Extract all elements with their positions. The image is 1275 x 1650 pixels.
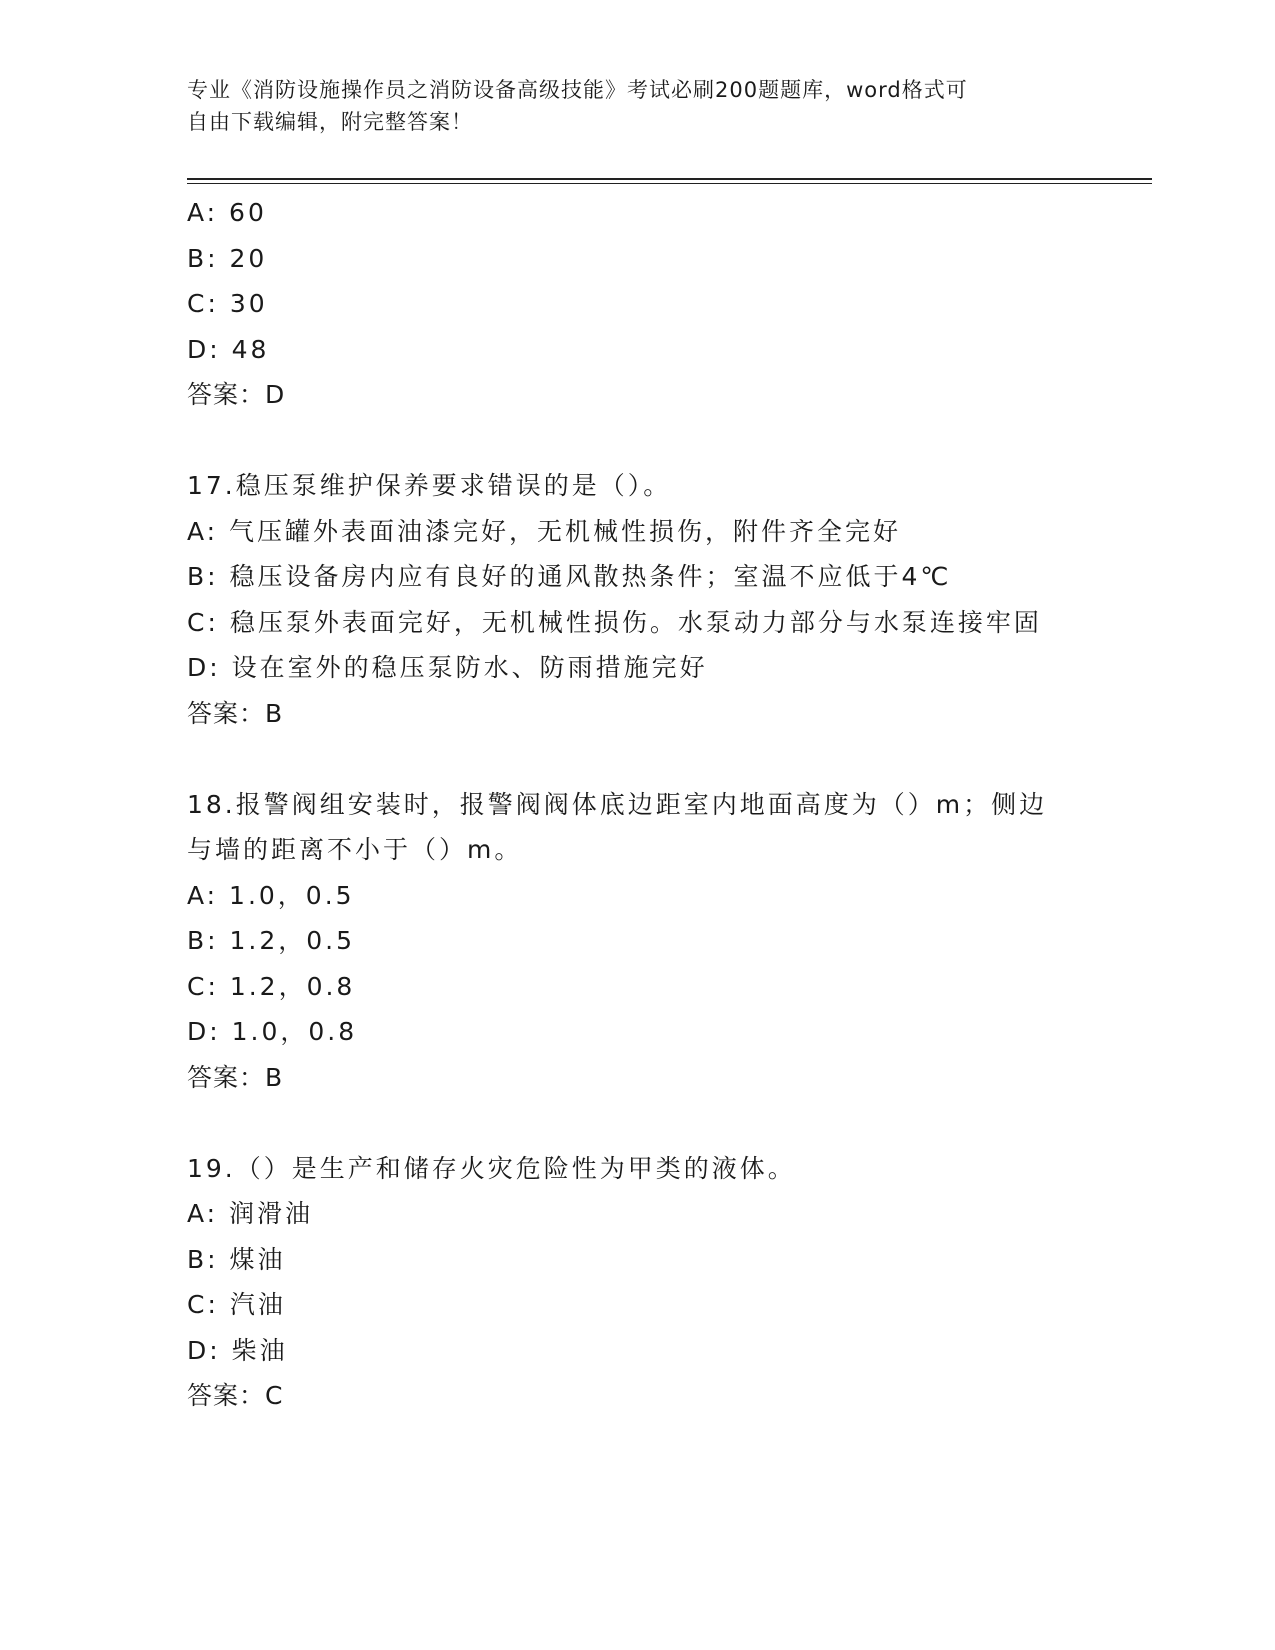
option-a: A: 60 [187, 198, 267, 227]
question-text: 19.（）是生产和储存火灾危险性为甲类的液体。 [187, 1153, 796, 1183]
question-text-line-1: 18.报警阀组安装时，报警阀阀体底边距室内地面高度为（）m；侧边 [187, 789, 1048, 819]
option-a: A: 1.0，0.5 [187, 880, 355, 910]
header-line-2: 自由下载编辑，附完整答案！ [187, 110, 473, 134]
answer: 答案：C [187, 1381, 284, 1410]
question-17 [187, 463, 1152, 736]
spacer [187, 1100, 1152, 1146]
header-line-1: 专业《消防设施操作员之消防设备高级技能》考试必刷200题题库，word格式可 [187, 78, 968, 102]
option-a: A: 润滑油 [187, 1199, 314, 1228]
option-b: B: 煤油 [187, 1244, 286, 1274]
option-c: C: 稳压泵外表面完好，无机械性损伤。水泵动力部分与水泵连接牢固 [187, 607, 1042, 637]
header-rule-thick [187, 178, 1152, 180]
question-19 [187, 1146, 1152, 1419]
question-16 [187, 190, 1152, 418]
option-c: C: 汽油 [187, 1290, 286, 1319]
spacer [187, 418, 1152, 464]
option-b: B: 稳压设备房内应有良好的通风散热条件；室温不应低于4℃ [187, 562, 952, 591]
answer: 答案：D [187, 380, 286, 409]
question-18 [187, 782, 1152, 1101]
question-list [187, 190, 1152, 1419]
option-d: D: 柴油 [187, 1335, 288, 1365]
document-header [187, 74, 1087, 138]
answer: 答案：B [187, 1062, 284, 1092]
option-b: B: 1.2，0.5 [187, 926, 356, 955]
option-c: C: 1.2，0.8 [187, 971, 356, 1001]
option-d: D: 1.0，0.8 [187, 1017, 358, 1046]
option-d: D: 设在室外的稳压泵防水、防雨措施完好 [187, 653, 708, 682]
spacer [187, 736, 1152, 782]
question-text: 17.稳压泵维护保养要求错误的是（）。 [187, 471, 672, 500]
option-d: D: 48 [187, 334, 270, 364]
answer: 答案：B [187, 698, 284, 728]
option-a: A: 气压罐外表面油漆完好，无机械性损伤，附件齐全完好 [187, 516, 902, 546]
header-rule-thin [187, 183, 1152, 184]
question-text-line-2: 与墙的距离不小于（）m。 [187, 835, 523, 864]
option-b: B: 20 [187, 243, 268, 273]
option-c: C: 30 [187, 289, 268, 318]
